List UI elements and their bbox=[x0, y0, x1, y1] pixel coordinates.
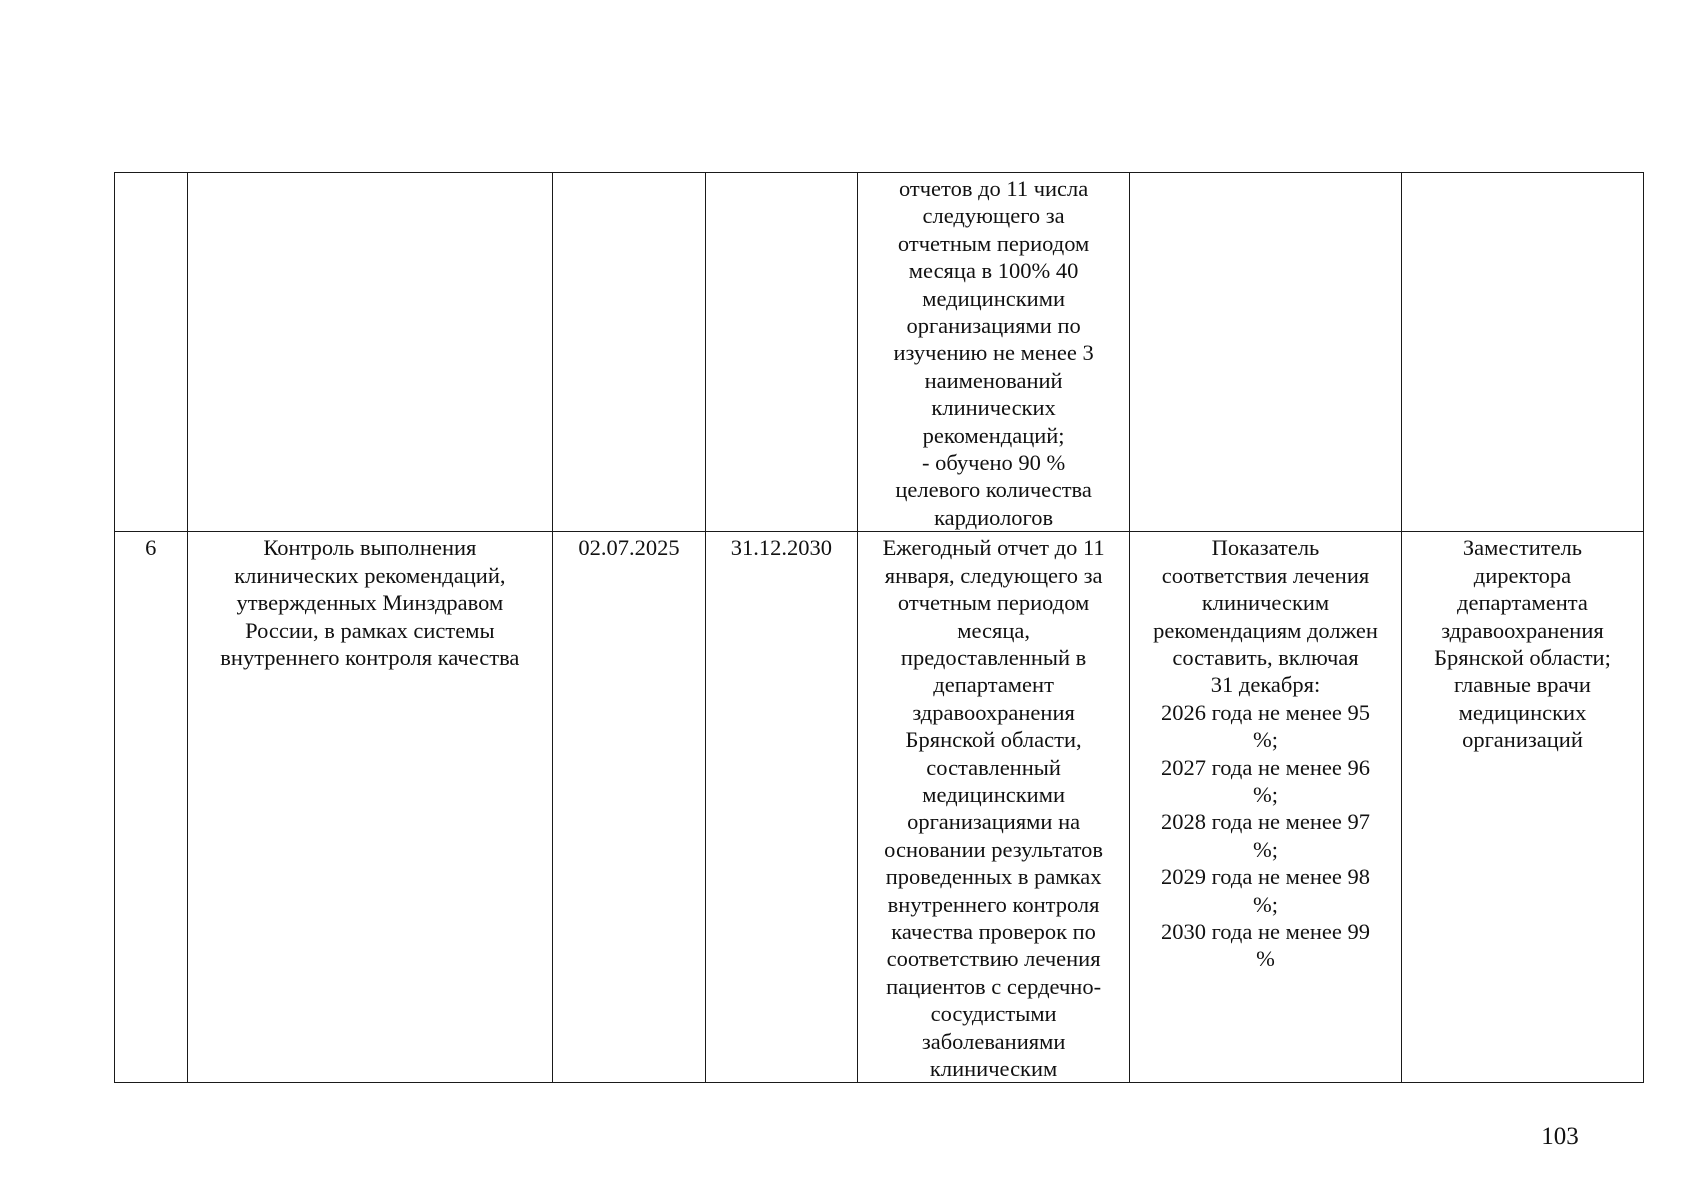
cell-number: 6 bbox=[115, 532, 188, 1083]
cell-number bbox=[115, 173, 188, 532]
cell-result: Ежегодный отчет до 11 января, следующего за отчетным периодом месяца, предоставленный в департамент здравоохранения Брянской области, составленный медицинскими организациями на основании результатов проведенных в рамках внутреннего контроля качества проверок по соответствию лечения пациентов с сердечно- сосудистыми заболеваниями клиническим bbox=[858, 532, 1130, 1083]
cell-activity-name bbox=[187, 173, 553, 532]
cell-result: отчетов до 11 числа следующего за отчетным периодом месяца в 100% 40 медицинскими организациями по изучению не менее 3 наименований клинических рекомендаций; - обучено 90 % целевого количества кардиологов bbox=[858, 173, 1130, 532]
cell-activity-name: Контроль выполнения клинических рекомендаций, утвержденных Минздравом России, в рамках системы внутреннего контроля качества bbox=[187, 532, 553, 1083]
cell-indicator: Показатель соответствия лечения клиническим рекомендациям должен составить, включая 31 декабря: 2026 года не менее 95 %; 2027 года не менее 96 %; 2028 года не менее 97 %; 2029 года не менее 98 %; 2030 года не менее 99 % bbox=[1130, 532, 1402, 1083]
cell-start-date bbox=[553, 173, 705, 532]
cell-indicator bbox=[1130, 173, 1402, 532]
cell-responsible bbox=[1401, 173, 1643, 532]
cell-end-date: 31.12.2030 bbox=[705, 532, 857, 1083]
cell-responsible: Заместитель директора департамента здравоохранения Брянской области; главные врачи медицинских организаций bbox=[1401, 532, 1643, 1083]
table-row-6 bbox=[115, 532, 1644, 1083]
table-row-continued bbox=[115, 173, 1644, 532]
cell-start-date: 02.07.2025 bbox=[553, 532, 705, 1083]
page-number: 103 bbox=[1541, 1123, 1579, 1150]
cell-end-date bbox=[705, 173, 857, 532]
activities-table bbox=[114, 172, 1644, 1083]
